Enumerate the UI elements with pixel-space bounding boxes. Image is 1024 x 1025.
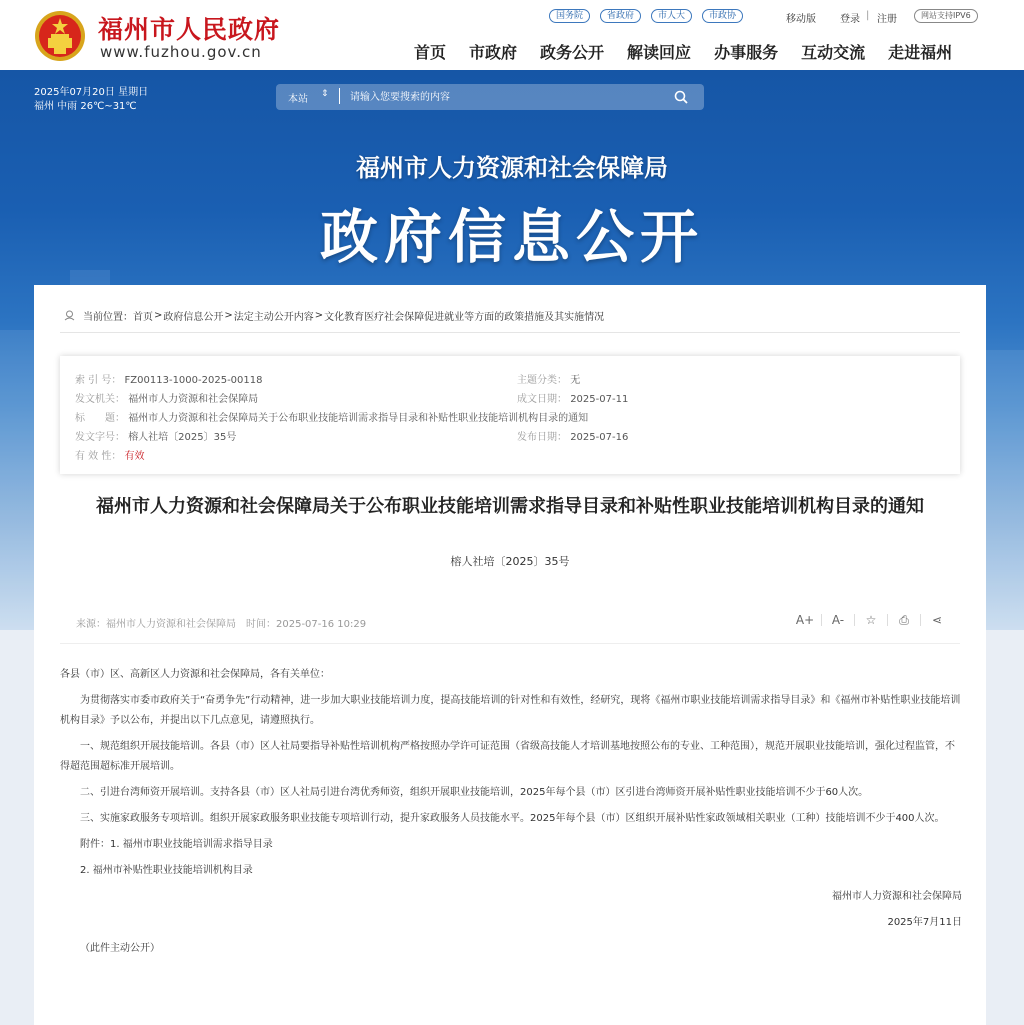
meta-docno-row	[75, 428, 236, 443]
meta-validity-row	[75, 447, 145, 462]
register-link[interactable]: 注册	[877, 14, 897, 25]
search-bar	[276, 84, 704, 110]
breadcrumb	[64, 308, 604, 323]
article-sign-date: 2025年7月11日	[887, 917, 962, 928]
meta-index-label: 索 引 号：	[75, 375, 122, 386]
breadcrumb-category[interactable]: 文化教育医疗社会保障促进就业等方面的政策措施及其实施情况	[324, 312, 605, 323]
meta-validity-label: 有 效 性：	[75, 451, 122, 462]
tool-divider	[854, 614, 855, 626]
mobile-version-link[interactable]: 移动版	[786, 14, 816, 25]
article-source-time: 来源：福州市人力资源和社会保障局 时间：2025-07-16 10:29	[76, 619, 367, 630]
article-salutation: 各县（市）区、高新区人力资源和社会保障局，各有关单位：	[60, 669, 330, 680]
tool-divider	[920, 614, 921, 626]
main-nav	[414, 40, 975, 63]
search-scope-select[interactable]: 本站	[288, 94, 308, 105]
meta-validity-value: 有效	[124, 451, 145, 462]
top-links	[549, 9, 743, 23]
nav-affairs-open[interactable]: 政务公开	[540, 43, 605, 62]
article-tools	[796, 611, 946, 629]
article-paragraph: 二、引进台湾师资开展培训。支持各县（市）区人社局引进台湾优秀师资，组织开展职业技能培训，2025年每个县（市）区引进台湾师资开展补贴性职业技能培训不少于60人次。	[80, 787, 869, 798]
nav-government[interactable]: 市政府	[469, 43, 518, 62]
attachment-link[interactable]: 2. 福州市补贴性职业技能培训机构目录	[80, 865, 253, 876]
search-divider	[339, 88, 340, 104]
nav-interpretation[interactable]: 解读回应	[627, 43, 692, 62]
meta-pubdate-value: 2025-07-16	[570, 432, 629, 443]
meta-date-row	[517, 390, 628, 405]
tool-divider	[887, 614, 888, 626]
nav-about-fuzhou[interactable]: 走进福州	[888, 43, 953, 62]
document-meta-box	[60, 356, 960, 474]
meta-title-value: 福州市人力资源和社会保障局关于公布职业技能培训需求指导目录和补贴性职业技能培训机构目录的通知	[128, 413, 589, 424]
top-link-state-council[interactable]: 国务院	[549, 9, 590, 23]
article-paragraph: 一、规范组织开展技能培训。各县（市）区人社局要指导补贴性培训机构严格按照办学许可证范围（省级高技能人才培训基地按照公布的专业、工种范围），规范开展职业技能培训，强化过程监管，不得超范围超标准开展培训。	[60, 741, 955, 772]
breadcrumb-home[interactable]: 首页	[133, 312, 153, 323]
meta-issuer-label: 发文机关：	[75, 394, 125, 405]
top-link-congress[interactable]: 市人大	[651, 9, 692, 23]
article-signer: 福州市人力资源和社会保障局	[832, 891, 962, 902]
banner-title: 政府信息公开	[319, 203, 704, 271]
nav-interaction[interactable]: 互动交流	[801, 43, 866, 62]
meta-issuer-row	[75, 390, 258, 405]
breadcrumb-separator: >	[314, 310, 324, 321]
search-icon[interactable]	[674, 90, 688, 104]
star-icon[interactable]: ☆	[865, 613, 877, 627]
meta-index-value: FZ00113-1000-2025-00118	[124, 375, 263, 386]
weather-info: 福州 中雨 26℃~31℃	[34, 101, 137, 112]
meta-docno-label: 发文字号：	[75, 432, 125, 443]
location-icon	[64, 310, 75, 321]
date-weather	[34, 86, 148, 114]
meta-topic-value: 无	[570, 375, 581, 386]
breadcrumb-separator: >	[154, 310, 163, 321]
breadcrumb-info-open[interactable]: 政府信息公开	[163, 312, 224, 323]
meta-pubdate-row	[517, 428, 628, 443]
divider	[60, 332, 960, 333]
meta-index-row	[75, 371, 263, 386]
meta-pubdate-label: 发布日期：	[517, 432, 567, 443]
meta-issuer-value: 福州市人力资源和社会保障局	[128, 394, 259, 405]
meta-date-value: 2025-07-11	[570, 394, 629, 405]
tool-divider	[821, 614, 822, 626]
site-url[interactable]: www.fuzhou.gov.cn	[100, 43, 262, 61]
login-register-separator: |	[866, 10, 870, 21]
chevron-updown-icon[interactable]: ⇕	[321, 89, 329, 99]
article-doc-number: 榕人社培〔2025〕35号	[450, 555, 570, 568]
article-body	[60, 665, 962, 959]
ipv6-badge: 网站支持IPV6	[914, 9, 978, 23]
article-note: （此件主动公开）	[80, 943, 160, 954]
meta-title-label: 标 题：	[75, 413, 125, 424]
site-name[interactable]: 福州市人民政府	[98, 15, 281, 44]
top-link-province[interactable]: 省政府	[600, 9, 641, 23]
meta-docno-value: 榕人社培〔2025〕35号	[128, 432, 237, 443]
content-panel	[34, 285, 986, 1025]
print-icon[interactable]: ⎙	[899, 612, 909, 627]
meta-date-label: 成文日期：	[517, 394, 567, 405]
font-decrease-icon[interactable]: A-	[831, 613, 845, 627]
department-title: 福州市人力资源和社会保障局	[356, 154, 668, 182]
nav-home[interactable]: 首页	[414, 43, 447, 62]
login-link[interactable]: 登录	[840, 14, 860, 25]
meta-topic-row	[517, 371, 580, 386]
font-increase-icon[interactable]: A+	[795, 613, 815, 627]
article-title: 福州市人力资源和社会保障局关于公布职业技能培训需求指导目录和补贴性职业技能培训机构目录的通知	[96, 496, 924, 517]
meta-topic-label: 主题分类：	[517, 375, 567, 386]
breadcrumb-separator: >	[224, 310, 233, 321]
article-paragraph: 为贯彻落实市委市政府关于“奋勇争先”行动精神，进一步加大职业技能培训力度，提高技能培训的针对性和有效性，经研究，现将《福州市职业技能培训需求指导目录》和《福州市补贴性职业技能培训机构目录》予以公布，并提出以下几点意见，请遵照执行。	[60, 695, 961, 726]
site-header	[0, 0, 1024, 70]
current-date: 2025年07月20日 星期日	[34, 87, 149, 98]
breadcrumb-statutory[interactable]: 法定主动公开内容	[233, 312, 314, 323]
meta-title-row	[75, 409, 588, 424]
article-paragraph: 三、实施家政服务专项培训。组织开展家政服务职业技能专项培训行动，提升家政服务人员技能水平。2025年每个县（市）区组织开展补贴性家政领域相关职业（工种）技能培训不少于400人次。	[80, 813, 945, 824]
nav-services[interactable]: 办事服务	[714, 43, 779, 62]
article-info-bar	[60, 599, 960, 644]
top-link-cppcc[interactable]: 市政协	[702, 9, 743, 23]
breadcrumb-prefix: 当前位置：	[83, 312, 133, 323]
attachment-link[interactable]: 附件：1. 福州市职业技能培训需求指导目录	[80, 839, 273, 850]
national-emblem-icon[interactable]	[34, 10, 86, 62]
share-icon[interactable]: ⋖	[931, 613, 943, 627]
search-input[interactable]	[350, 86, 650, 108]
